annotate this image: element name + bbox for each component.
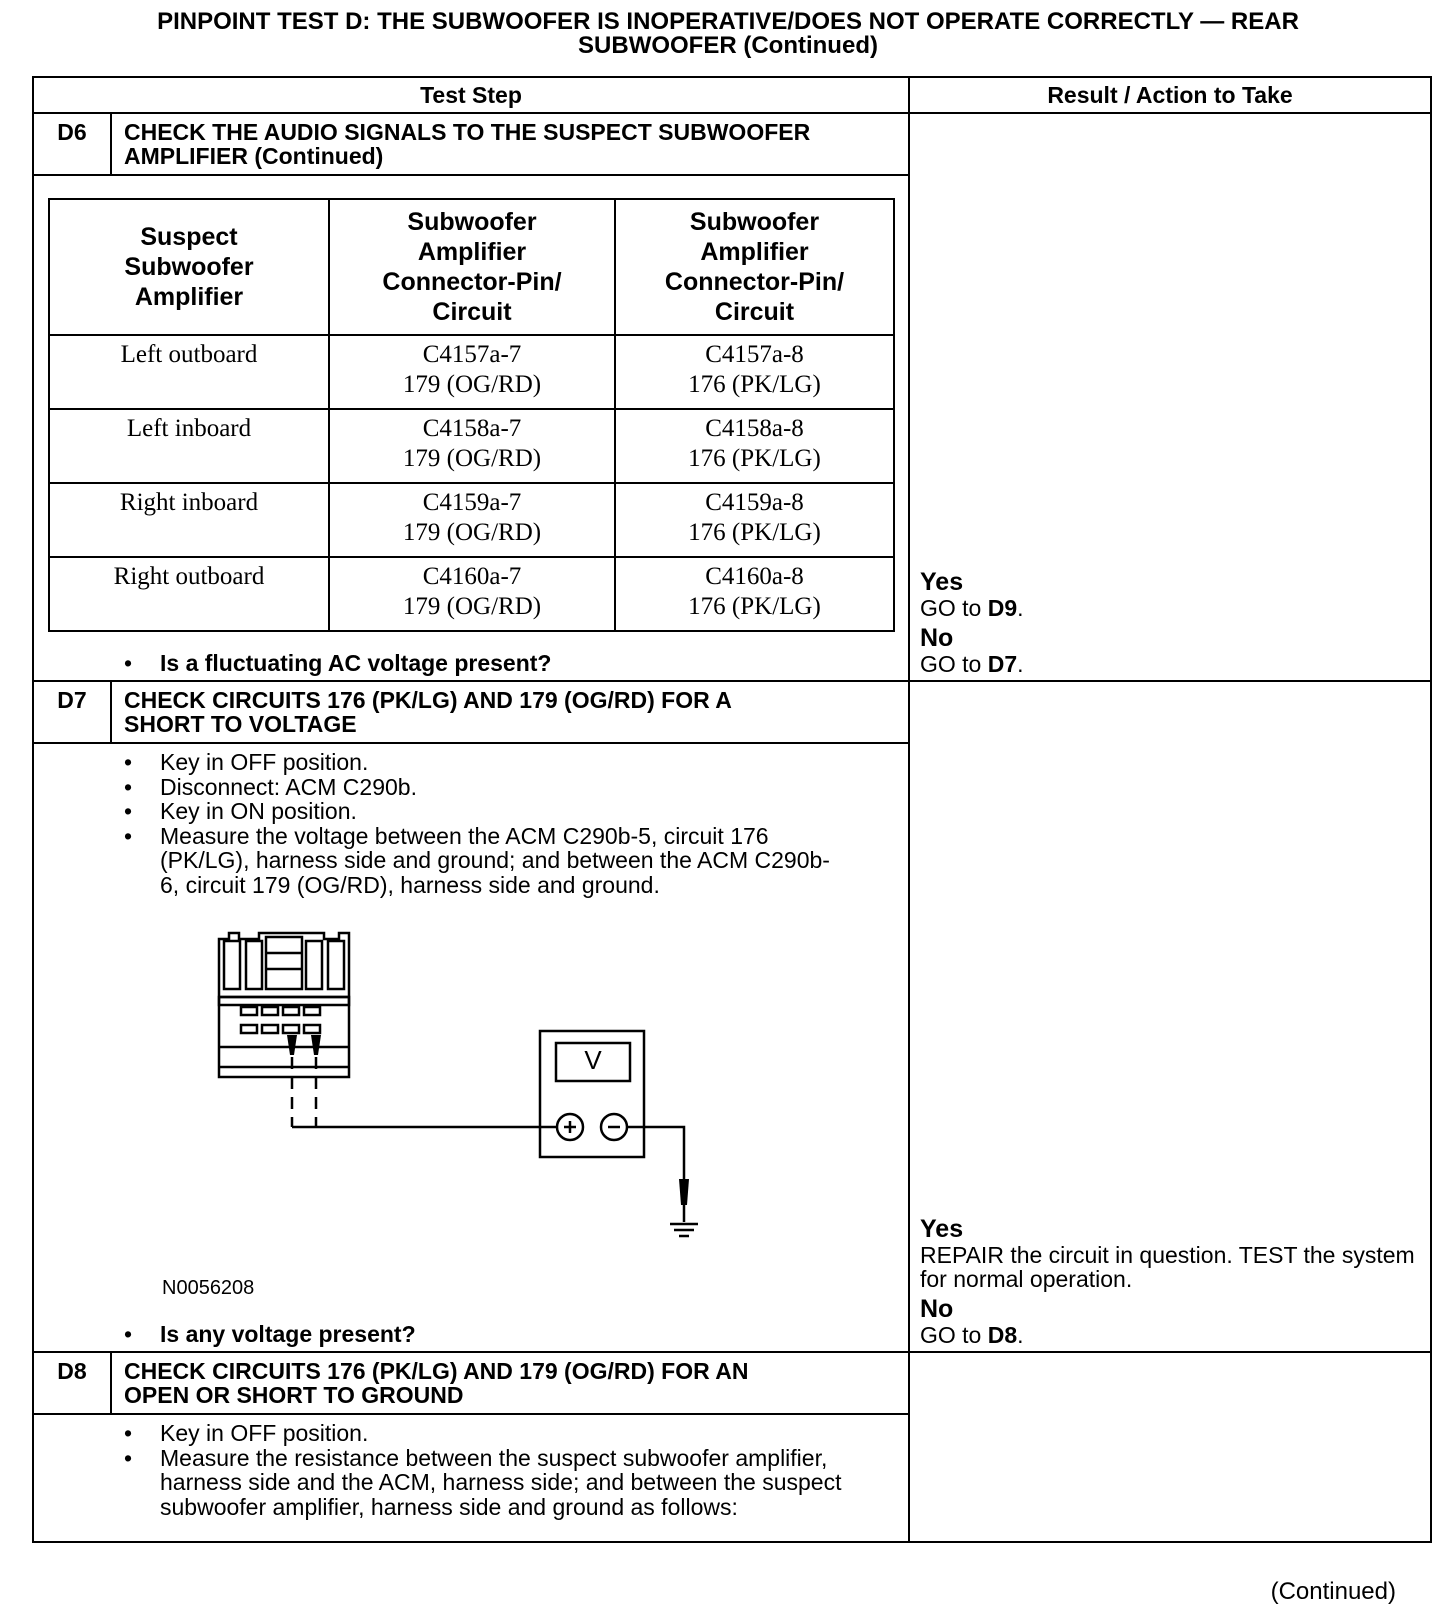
step-d6-id: D6 (34, 114, 112, 174)
title-line-2: SUBWOOFER (Continued) (578, 32, 878, 59)
header-text: Subwoofer (689, 208, 820, 236)
step-d7-title-line-1: CHECK CIRCUITS 176 (PK/LG) AND 179 (OG/RD) FOR A (124, 687, 732, 713)
header-text: Amplifier (134, 283, 244, 311)
no-label: No (920, 624, 954, 652)
list-item: • Measure the resistance between the suspect subwoofer amplifier, harness side and the ACM, harness side; and between the suspect subwoofer amplifier, harness side and ground as follows: (160, 1446, 908, 1520)
yes-label: Yes (920, 1215, 964, 1243)
title-line-1: PINPOINT TEST D: THE SUBWOOFER IS INOPERATIVE/DOES NOT OPERATE CORRECTLY — REAR (157, 8, 1299, 35)
yes-label: Yes (920, 568, 964, 596)
table-cell: Right outboard (49, 557, 329, 631)
cell-line: C4159a-7 (422, 489, 522, 516)
pinpoint-test-table (32, 76, 1432, 1543)
list-item: • Key in OFF position. (160, 750, 908, 775)
table-cell: Left inboard (49, 409, 329, 483)
table-cell (615, 335, 894, 409)
step-row-d8 (33, 1352, 1431, 1542)
cell-line: 176 (PK/LG) (688, 593, 821, 620)
step-d7-title (112, 682, 742, 742)
diagram-svg (34, 897, 910, 1321)
step-d8-title (112, 1353, 758, 1413)
step-d7-question-list (34, 1321, 908, 1351)
cell-line: 176 (PK/LG) (688, 445, 821, 472)
table-cell (329, 483, 615, 557)
page-title (0, 10, 1456, 58)
voltmeter-diagram (34, 897, 908, 1321)
step-d6-title-line-2: AMPLIFIER (Continued) (124, 143, 384, 169)
header-text: Connector-Pin/ (382, 268, 562, 296)
table-row (49, 557, 894, 631)
step-d6-result (909, 113, 1431, 681)
step-d8-title-line-2: OPEN OR SHORT TO GROUND (124, 1382, 464, 1408)
step-d7-cell (33, 681, 909, 1352)
step-d6-title-bar (34, 114, 908, 176)
table-cell (615, 409, 894, 483)
step-d6-cell (33, 113, 909, 681)
cell-line: C4158a-8 (705, 415, 804, 442)
no-action: GO to D7. (920, 651, 1024, 677)
no-label: No (920, 1295, 954, 1323)
step-row-d7 (33, 681, 1431, 1352)
header-text: Subwoofer (407, 208, 537, 236)
cell-line: 176 (PK/LG) (688, 519, 821, 546)
list-item: • Disconnect: ACM C290b. (160, 775, 908, 800)
step-d7-result (909, 681, 1431, 1352)
step-d7-id: D7 (34, 682, 112, 742)
table-cell (329, 335, 615, 409)
list-item: • Key in OFF position. (160, 1421, 908, 1446)
list-item: • Measure the voltage between the ACM C290b-5, circuit 176 (PK/LG), harness side and ground; and between the ACM C290b-6, circuit 179 (OG/RD), harness side and ground. (160, 824, 908, 898)
action-target: D7 (987, 651, 1018, 677)
cell-line: 179 (OG/RD) (402, 593, 542, 620)
cell-line: C4158a-7 (422, 415, 522, 442)
connector-pin-table (48, 198, 895, 632)
action-target: D8 (987, 1322, 1018, 1348)
step-d8-title-bar (34, 1353, 908, 1415)
table-cell (615, 483, 894, 557)
step-d7-title-bar (34, 682, 908, 744)
cell-line: C4159a-8 (705, 489, 804, 516)
header-result: Result / Action to Take (909, 77, 1431, 113)
action-target: D9 (987, 595, 1018, 621)
table-cell (329, 409, 615, 483)
col-header-suspect (49, 199, 329, 335)
step-d7-instructions (34, 744, 908, 897)
header-text: Amplifier (700, 238, 809, 266)
step-d6-title-line-1: CHECK THE AUDIO SIGNALS TO THE SUSPECT SUBWOOFER (124, 119, 811, 145)
cell-line: 179 (OG/RD) (402, 371, 542, 398)
table-cell (329, 557, 615, 631)
cell-line: C4157a-8 (705, 341, 804, 368)
step-d8-result (909, 1352, 1431, 1542)
header-text: Amplifier (417, 238, 527, 266)
header-text: Circuit (714, 298, 795, 326)
figure-id: N0056208 (162, 1277, 255, 1299)
table-cell: Right inboard (49, 483, 329, 557)
yes-action: REPAIR the circuit in question. TEST the system for normal operation. (920, 1242, 1415, 1292)
yes-action: GO to D9. (920, 595, 1024, 621)
step-row-d6 (33, 113, 1431, 681)
table-cell: Left outboard (49, 335, 329, 409)
header-test-step: Test Step (33, 77, 909, 113)
col-header-pin-2 (615, 199, 894, 335)
step-d8-cell (33, 1352, 909, 1542)
step-d7-question: • Is any voltage present? (160, 1321, 908, 1347)
no-action: GO to D8. (920, 1322, 1024, 1348)
table-row (49, 483, 894, 557)
header-text: Subwoofer (124, 253, 254, 281)
step-d7-title-line-2: SHORT TO VOLTAGE (124, 711, 357, 737)
cell-line: 179 (OG/RD) (402, 445, 542, 472)
step-d8-instructions (34, 1415, 908, 1519)
continued-note: (Continued) (1270, 1578, 1396, 1605)
cell-line: C4160a-8 (705, 563, 804, 590)
meter-label: V (584, 1045, 602, 1075)
action-text: GO to (920, 595, 988, 621)
cell-line: 179 (OG/RD) (402, 519, 542, 546)
cell-line: C4160a-7 (422, 563, 522, 590)
step-d8-id: D8 (34, 1353, 112, 1413)
step-d6-question-list (34, 650, 908, 680)
list-item: • Key in ON position. (160, 799, 908, 824)
table-row (49, 335, 894, 409)
header-text: Circuit (432, 298, 512, 326)
cell-line: 176 (PK/LG) (688, 371, 821, 398)
header-text: Connector-Pin/ (664, 268, 845, 296)
table-row (49, 409, 894, 483)
action-text: GO to (920, 651, 988, 677)
col-header-pin-1 (329, 199, 615, 335)
step-d6-title (112, 114, 820, 174)
table-cell (615, 557, 894, 631)
step-d6-question: • Is a fluctuating AC voltage present? (160, 650, 908, 676)
cell-line: C4157a-7 (422, 341, 522, 368)
action-text: GO to (920, 1322, 988, 1348)
step-d8-title-line-1: CHECK CIRCUITS 176 (PK/LG) AND 179 (OG/RD) FOR AN (124, 1358, 749, 1384)
header-text: Suspect (140, 223, 238, 251)
